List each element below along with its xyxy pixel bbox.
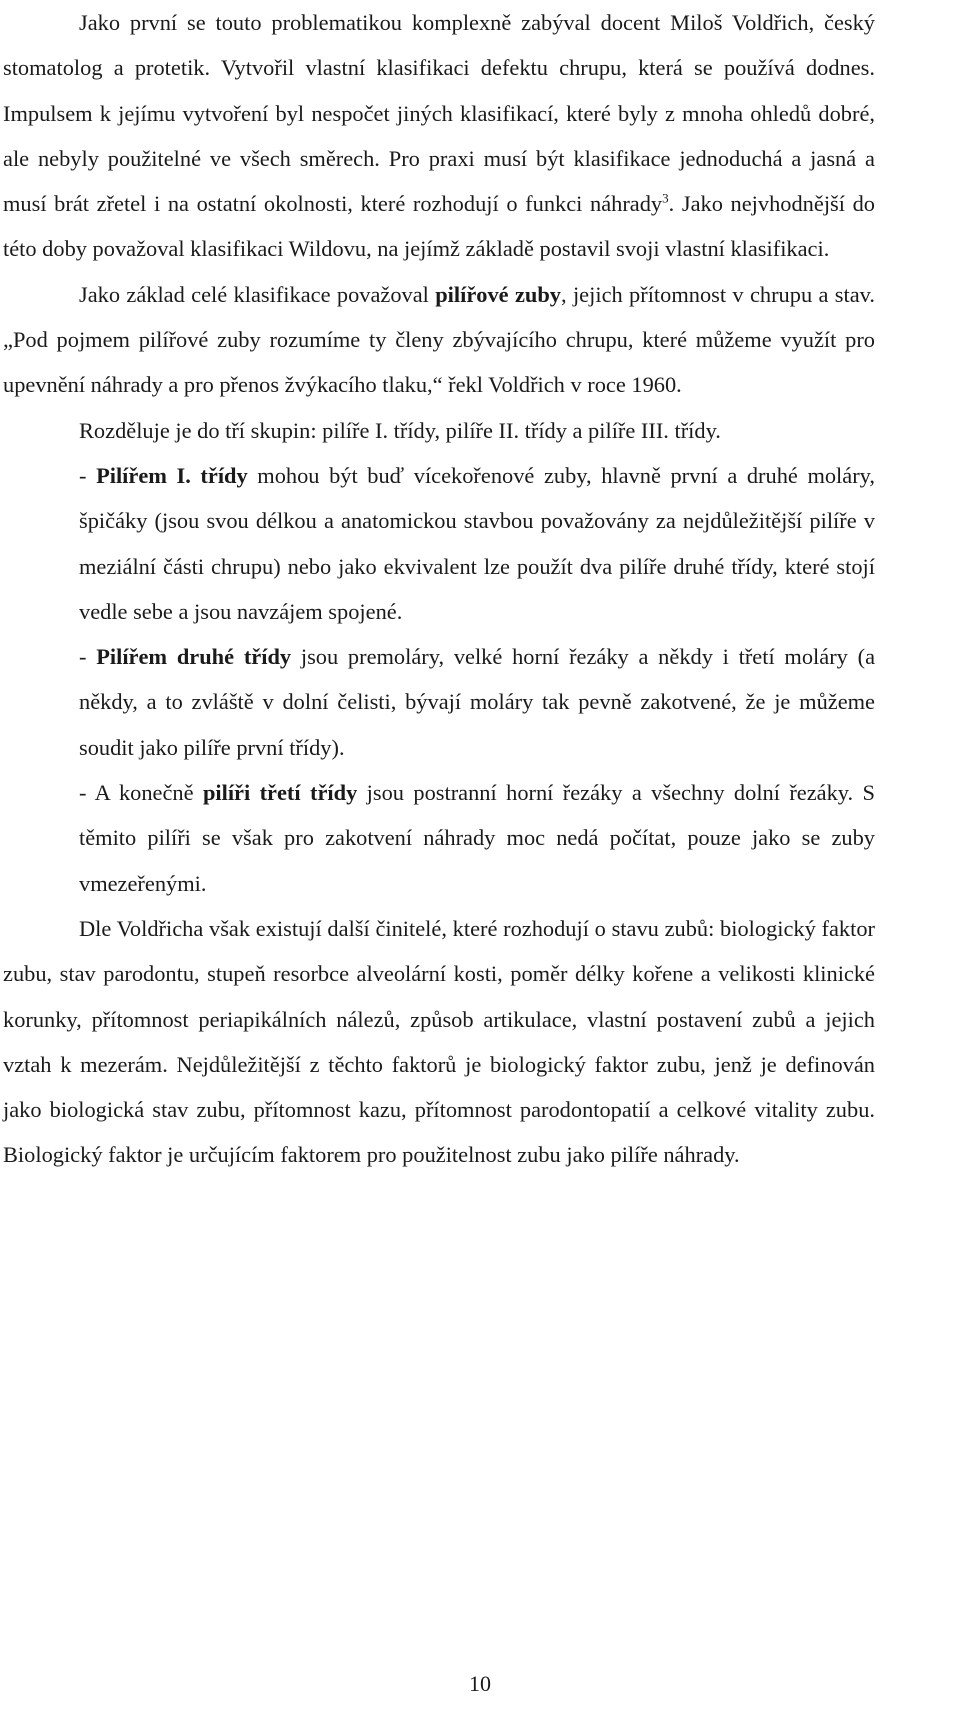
- paragraph-text: , jejich přítomnost v chrupu a stav. „Pod pojmem pilířové zuby rozumíme ty členy zbývajícího chrupu, které můžeme využít pro upevnění náhrady a pro přenos žvýkacího tlaku,“ řekl Voldřich v roce 1960.: [3, 281, 875, 398]
- bold-term: Pilířem druhé třídy: [96, 644, 292, 670]
- footnote-reference: 3: [662, 190, 669, 206]
- list-dash: -: [79, 644, 97, 670]
- list-item-text: mohou být buď vícekořenové zuby, hlavně první a druhé moláry, špičáky (jsou svou délkou a anatomickou stavbou považovány za nejdůležitější pilíře v meziální části chrupu) nebo jako ekvivalent lze použít dva pilíře druhé třídy, které stojí vedle sebe a jsou navzájem spojené.: [79, 462, 876, 624]
- paragraph-text: . Jako nejvhodnější do této doby považoval klasifikaci Wildovu, na jejímž základě postavil svoji vlastní klasifikaci.: [3, 191, 875, 262]
- paragraph-text: Rozděluje je do tří skupin: pilíře I. třídy, pilíře II. třídy a pilíře III. třídy.: [79, 417, 721, 443]
- list-item-text: - A konečně: [79, 780, 203, 806]
- paragraph-text: Dle Voldřicha však existují další činitelé, které rozhodují o stavu zubů: biologický faktor zubu, stav parodontu, stupeň resorbce alveolární kosti, poměr délky kořene a velikosti klinické korunky, přítomnost periapikálních nálezů, způsob artikulace, vlastní postavení zubů a jejich vztah k mezerám. Nejdůležitější z těchto faktorů je biologický faktor zubu, jenž je definován jako biologická stav zubu, přítomnost kazu, přítomnost parodontopatií a celkové vitality zubu. Biologický faktor je určujícím faktorem pro použitelnost zubu jako pilíře náhrady.: [3, 915, 875, 1168]
- paragraph-voldrich-intro: [3, 0, 875, 272]
- list-dash: -: [79, 462, 97, 488]
- paragraph-three-groups: [3, 408, 875, 453]
- paragraph-text: Jako základ celé klasifikace považoval: [79, 281, 436, 307]
- paragraph-pillar-teeth: [3, 272, 875, 408]
- list-item-class-three: [3, 770, 875, 906]
- list-item-text: jsou postranní horní řezáky a všechny dolní řezáky. S těmito pilíři se však pro zakotvení náhrady moc nedá počítat, pouze jako se zuby vmezeřenými.: [79, 780, 875, 896]
- list-item-text: jsou premoláry, velké horní řezáky a někdy i třetí moláry (a někdy, a to zvláště v dolní čelisti, bývají moláry tak pevně zakotvené, že je můžeme soudit jako pilíře první třídy).: [79, 644, 876, 760]
- page-number: 10: [469, 1671, 491, 1696]
- bold-term: pilíři třetí třídy: [202, 780, 358, 806]
- paragraph-text: Jako první se touto problematikou komplexně zabýval docent Miloš Voldřich, český stomatolog a protetik. Vytvořil vlastní klasifikaci defektu chrupu, která se používá dodnes. Impulsem k jejímu vytvoření byl nespočet jiných klasifikací, které byly z mnoha ohledů dobré, ale nebyly použitelné ve všech směrech. Pro praxi musí být klasifikace jednoduchá a jasná a musí brát zřetel i na ostatní okolnosti, které rozhodují o funkci náhrady: [3, 10, 875, 217]
- body-text: [3, 0, 875, 1178]
- paragraph-other-factors: [3, 906, 875, 1178]
- bold-term: Pilířem I. třídy: [96, 462, 248, 488]
- bold-term: pilířové zuby: [435, 281, 562, 307]
- list-item-class-one: [3, 453, 875, 634]
- list-item-class-two: [3, 634, 875, 770]
